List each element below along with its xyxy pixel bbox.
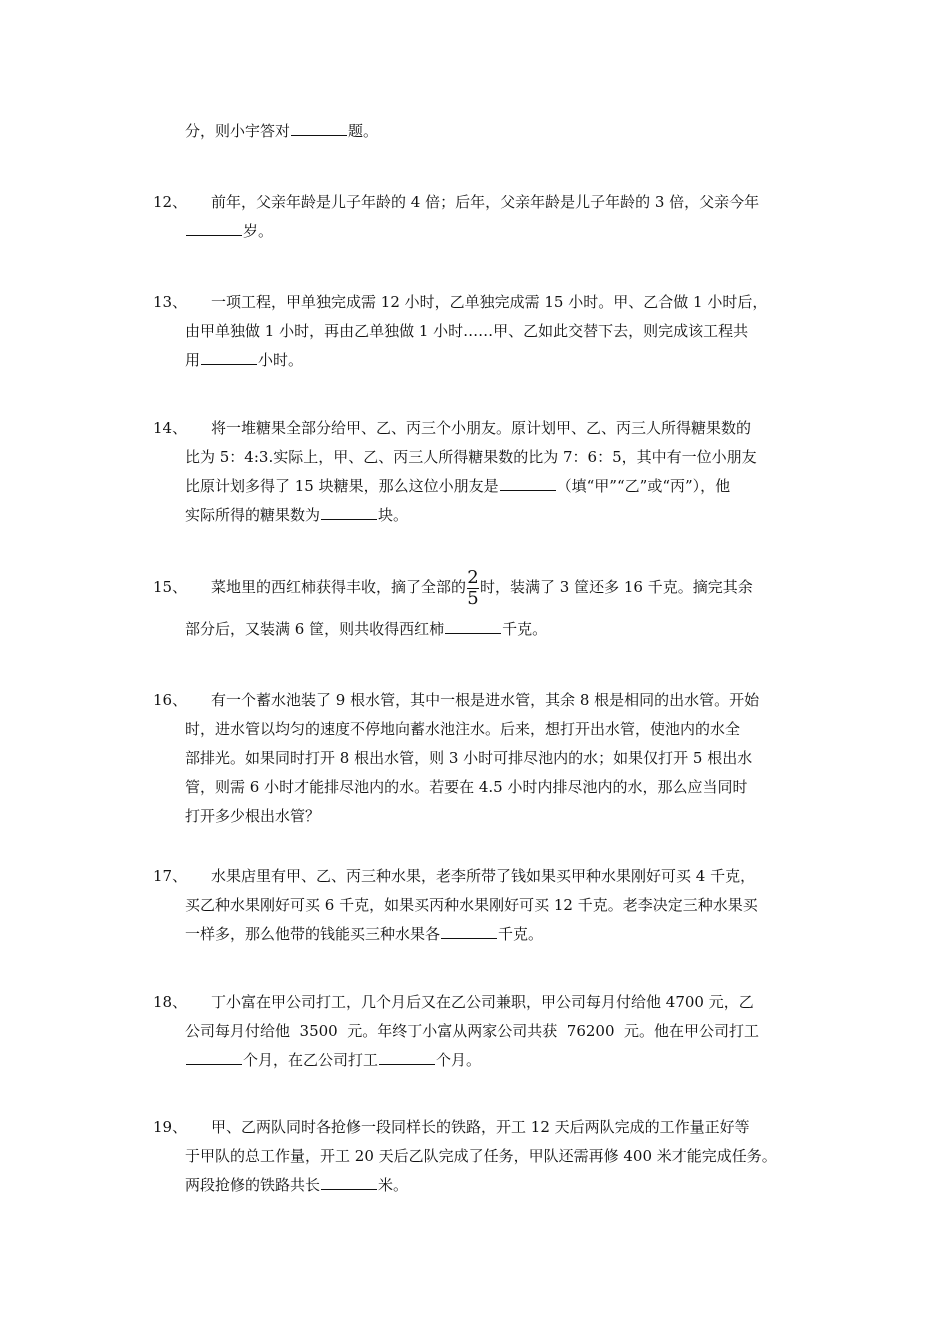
question-number: 18、 <box>153 993 188 1011</box>
text-line: 将一堆糖果全部分给甲、乙、丙三个小朋友。原计划甲、乙、丙三人所得糖果数的 <box>211 419 752 437</box>
text-line: 前年，父亲年龄是儿子年龄的 4 倍；后年，父亲年龄是儿子年龄的 3 倍，父亲今年 <box>211 193 760 211</box>
text-line <box>185 346 807 375</box>
text-segment: 千克。 <box>502 619 548 638</box>
question-text <box>185 288 807 375</box>
text-segment: 两段抢修的铁路共长 <box>185 1176 321 1194</box>
text-line <box>185 920 807 949</box>
text-line: 水果店里有甲、乙、丙三种水果，老李所带了钱如果买甲种水果刚好可买 4 千克， <box>211 867 756 885</box>
fraction-denominator: 5 <box>467 587 479 609</box>
text-segment: 实际所得的糖果数为 <box>185 506 321 524</box>
text-line: 打开多少根出水管？ <box>185 807 321 825</box>
question-number: 12、 <box>153 193 188 211</box>
answer-blank[interactable] <box>321 503 377 520</box>
question-text <box>185 567 807 649</box>
question-number: 13、 <box>153 293 188 311</box>
text-segment: 小时。 <box>258 351 304 369</box>
question-number: 19、 <box>153 1118 188 1136</box>
continuation-text-end: 题。 <box>348 122 379 140</box>
answer-blank[interactable] <box>186 1048 242 1065</box>
text-line: 于甲队的总工作量，开工 20 天后乙队完成了任务，甲队还需再修 400 米才能完成任务。 <box>185 1147 777 1165</box>
text-line: 管，则需 6 小时才能排尽池内的水。若要在 4.5 小时内排尽池内的水，那么应当同时 <box>185 778 748 796</box>
answer-blank[interactable] <box>379 1048 435 1065</box>
text-line <box>185 217 807 246</box>
answer-blank[interactable] <box>500 474 556 491</box>
text-segment: 岁。 <box>243 222 274 240</box>
question-text <box>185 988 807 1075</box>
text-segment: 菜地里的西红柿获得丰收，摘了全部的 <box>211 578 467 596</box>
fraction <box>467 568 479 609</box>
fraction-numerator: 2 <box>467 566 479 588</box>
text-line: 有一个蓄水池装了 9 根水管，其中一根是进水管，其余 8 根是相同的出水管。开始 <box>211 691 760 709</box>
text-line: 甲、乙两队同时各抢修一段同样长的铁路，开工 12 天后两队完成的工作量正好等 <box>211 1118 750 1136</box>
text-line: 部排光。如果同时打开 8 根出水管，则 3 小时可排尽池内的水；如果仅打开 5 根出水 <box>185 749 753 767</box>
answer-blank[interactable] <box>321 1173 377 1190</box>
text-segment: 千克。 <box>498 925 544 943</box>
text-segment: 部分后，又装满 6 筐，则共收得西红柿 <box>185 619 445 638</box>
text-segment: 比原计划多得了 15 块糖果，那么这位小朋友是 <box>185 477 499 495</box>
text-line <box>185 501 807 530</box>
text-line: 比为 5：4:3.实际上，甲、乙、丙三人所得糖果数的比为 7：6：5，其中有一位小朋友 <box>185 448 757 466</box>
text-segment: 块。 <box>378 506 409 524</box>
text-segment: 用 <box>185 351 201 369</box>
question-number: 14、 <box>153 419 188 437</box>
answer-blank[interactable] <box>291 119 347 136</box>
continuation-text: 分，则小宇答对 <box>185 122 291 140</box>
text-segment: 一样多，那么他带的钱能买三种水果各 <box>185 925 441 943</box>
text-line: 由甲单独做 1 小时，再由乙单独做 1 小时……甲、乙如此交替下去，则完成该工程共 <box>185 322 749 340</box>
question-text <box>185 188 807 246</box>
question-text <box>185 414 807 530</box>
text-segment: 米。 <box>378 1176 409 1194</box>
text-line: 买乙种水果刚好可买 6 千克，如果买丙种水果刚好可买 12 千克。老李决定三种水果买 <box>185 896 758 914</box>
text-segment: 个月。 <box>436 1051 482 1069</box>
question-number: 17、 <box>153 867 188 885</box>
answer-blank[interactable] <box>201 348 257 365</box>
text-line <box>185 609 807 649</box>
question-text <box>185 686 807 831</box>
text-line: 丁小富在甲公司打工，几个月后又在乙公司兼职，甲公司每月付给他 4700 元，乙 <box>211 993 754 1011</box>
question-text <box>185 1113 807 1200</box>
text-line <box>185 1171 807 1200</box>
question-number: 15、 <box>153 578 188 596</box>
text-line <box>185 472 807 501</box>
continuation-line <box>185 118 378 144</box>
text-segment: 个月，在乙公司打工 <box>243 1051 379 1069</box>
text-segment: （填“甲”“乙”或“丙”），他 <box>556 477 731 495</box>
question-number: 16、 <box>153 691 188 709</box>
text-line: 一项工程，甲单独完成需 12 小时，乙单独完成需 15 小时。甲、乙合做 1 小时后， <box>211 293 768 311</box>
question-text <box>185 862 807 949</box>
answer-blank[interactable] <box>186 219 242 236</box>
text-segment: 时，装满了 3 筐还多 16 千克。摘完其余 <box>480 578 753 596</box>
text-line <box>185 1046 807 1075</box>
answer-blank[interactable] <box>441 922 497 939</box>
text-line: 公司每月付给他 3500 元。年终丁小富从两家公司共获 76200 元。他在甲公司打工 <box>185 1022 760 1040</box>
text-line: 时，进水管以均匀的速度不停地向蓄水池注水。后来，想打开出水管，使池内的水全 <box>185 720 741 738</box>
answer-blank[interactable] <box>445 617 501 634</box>
text-line <box>185 567 807 609</box>
